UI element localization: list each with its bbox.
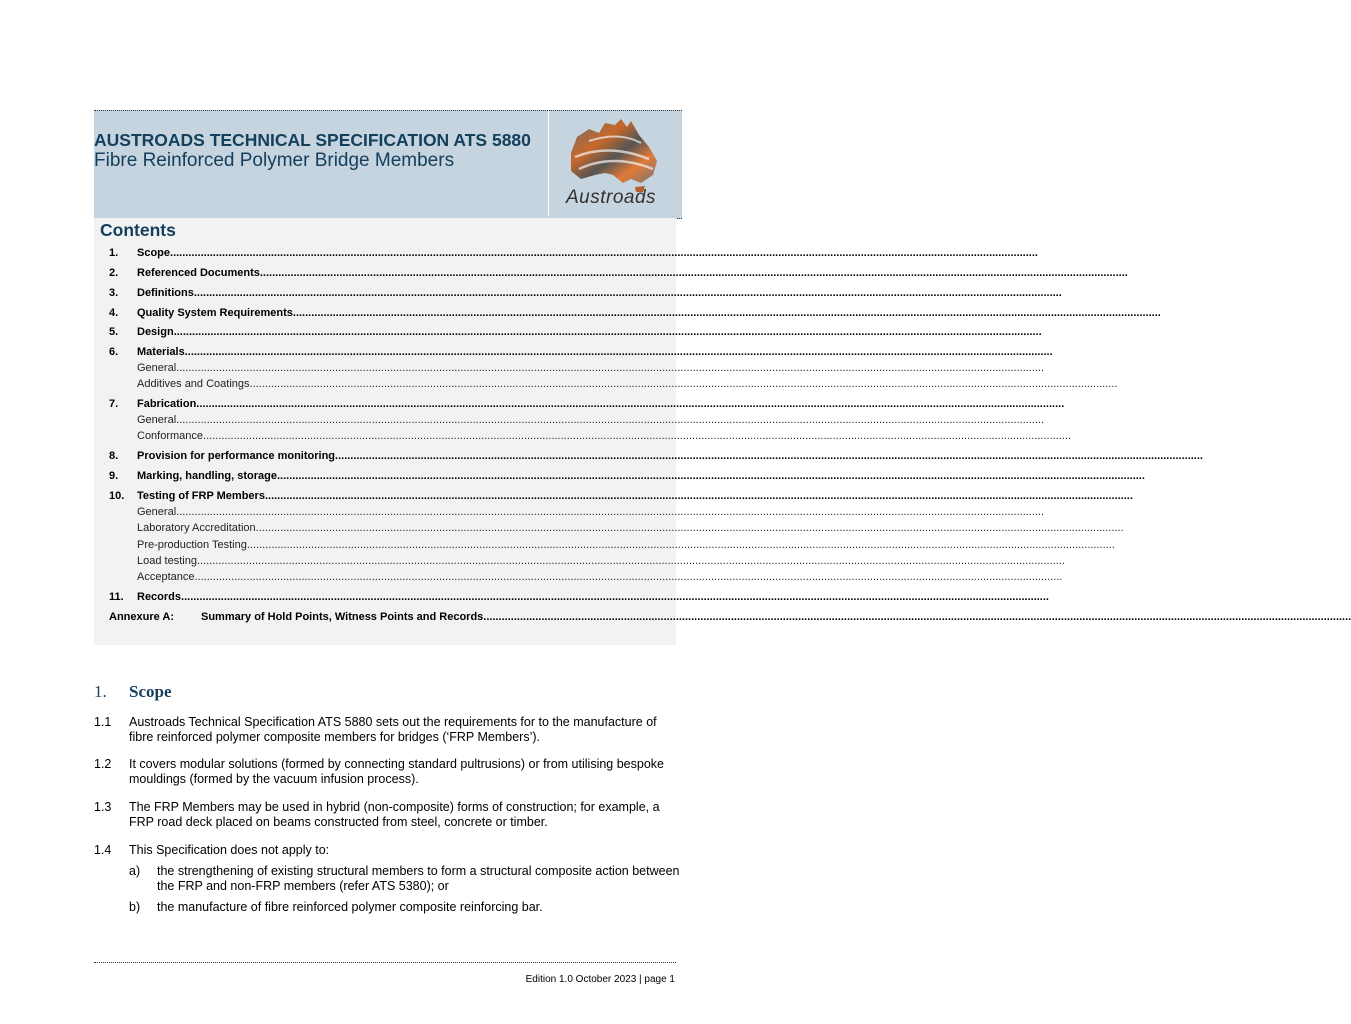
document-series-title: AUSTROADS TECHNICAL SPECIFICATION ATS 5880 — [94, 130, 531, 150]
toc-subentry-materials-general[interactable]: General ............................................................................................................................................................................................................................................................................................ — [137, 362, 1045, 374]
austroads-logo — [548, 111, 683, 216]
toc-subentry-load-testing[interactable]: Load testing ............................................................................................................................................................................................................................................................................................ — [137, 555, 1065, 567]
list-item-b: b) the manufacture of fibre reinforced polymer composite reinforcing bar. — [129, 900, 543, 914]
paragraph-1-3: 1.3 The FRP Members may be used in hybrid (non-composite) forms of construction; for example, a FRP road deck placed on beams constructed from steel, concrete or timber. — [94, 800, 660, 829]
toc-subentry-conformance[interactable]: Conformance ............................................................................................................................................................................................................................................................................................ — [137, 430, 1071, 442]
toc-entry-annexure-a[interactable]: Annexure A: Summary of Hold Points, Witness Points and Records ............................................................................................................................................................................................................................................................................................ — [109, 611, 1351, 623]
footer-divider — [94, 962, 676, 963]
paragraph-1-4: 1.4 This Specification does not apply to: — [94, 843, 330, 857]
logo-wordmark: Austroads — [566, 187, 657, 208]
toc-entry-quality-system[interactable]: 4. Quality System Requirements ............................................................................................................................................................................................................................................................................................ — [109, 307, 1161, 319]
document-title: Fibre Reinforced Polymer Bridge Members — [94, 150, 455, 171]
section-heading-scope: 1. Scope — [94, 682, 172, 701]
toc-subentry-acceptance[interactable]: Acceptance ............................................................................................................................................................................................................................................................................................ — [137, 571, 1063, 583]
toc-entry-materials[interactable]: 6. Materials ............................................................................................................................................................................................................................................................................................ — [109, 346, 1053, 358]
paragraph-1-1: 1.1 Austroads Technical Specification ATS 5880 sets out the requirements for to the manufacture of fibre reinforced polymer composite members for bridges (‘FRP Members’). — [94, 715, 657, 744]
paragraph-1-2: 1.2 It covers modular solutions (formed by connecting standard pultrusions) or from utilising bespoke mouldings (formed by the vacuum infusion process). — [94, 757, 664, 786]
contents-heading: Contents — [100, 220, 176, 240]
toc-entry-design[interactable]: 5. Design ............................................................................................................................................................................................................................................................................................ — [109, 326, 1042, 338]
toc-entry-performance-monitoring[interactable]: 8. Provision for performance monitoring ............................................................................................................................................................................................................................................................................................ — [109, 450, 1203, 462]
toc-entry-referenced-documents[interactable]: 2. Referenced Documents ............................................................................................................................................................................................................................................................................................ — [109, 267, 1128, 279]
toc-subentry-laboratory[interactable]: Laboratory Accreditation ............................................................................................................................................................................................................................................................................................ — [137, 522, 1124, 534]
page-footer: Edition 1.0 October 2023 | page 1 — [525, 974, 675, 985]
toc-entry-marking[interactable]: 9. Marking, handling, storage ............................................................................................................................................................................................................................................................................................ — [109, 470, 1145, 482]
toc-entry-records[interactable]: 11. Records ............................................................................................................................................................................................................................................................................................ — [109, 591, 1049, 603]
toc-entry-fabrication[interactable]: 7. Fabrication ............................................................................................................................................................................................................................................................................................ — [109, 398, 1065, 410]
toc-entry-definitions[interactable]: 3. Definitions ............................................................................................................................................................................................................................................................................................ — [109, 287, 1062, 299]
toc-subentry-additives[interactable]: Additives and Coatings ............................................................................................................................................................................................................................................................................................ — [137, 378, 1118, 390]
toc-subentry-preproduction[interactable]: Pre-production Testing ............................................................................................................................................................................................................................................................................................ — [137, 539, 1115, 551]
australia-map-icon — [549, 113, 683, 193]
toc-subentry-testing-general[interactable]: General ............................................................................................................................................................................................................................................................................................ — [137, 506, 1045, 518]
toc-entry-scope[interactable]: 1. Scope ............................................................................................................................................................................................................................................................................................ — [109, 247, 1038, 259]
toc-entry-testing[interactable]: 10. Testing of FRP Members ............................................................................................................................................................................................................................................................................................ — [109, 490, 1133, 502]
toc-subentry-fabrication-general[interactable]: General ............................................................................................................................................................................................................................................................................................ — [137, 414, 1045, 426]
list-item-a: a) the strengthening of existing structural members to form a structural composite action between the FRP and non-FRP members (refer ATS 5380); or — [129, 864, 680, 893]
